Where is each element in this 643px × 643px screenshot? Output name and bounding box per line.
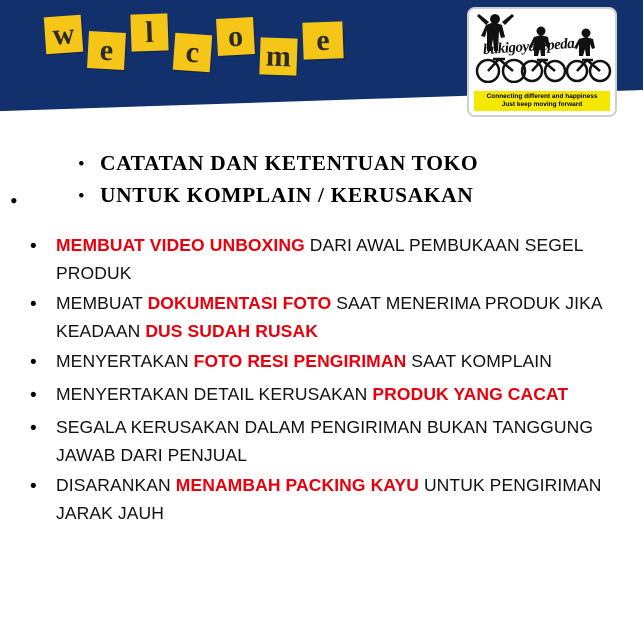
- highlighted-phrase: MENAMBAH PACKING KAYU: [175, 475, 419, 495]
- highlighted-phrase: DUS SUDAH RUSAK: [145, 320, 318, 341]
- bullet-icon: •: [30, 476, 37, 497]
- plain-phrase: UNTUK PENGIRIMAN JARAK JAUH: [56, 475, 602, 523]
- stray-bullet: •: [10, 188, 18, 213]
- welcome-tile: o: [216, 17, 255, 56]
- plain-phrase: DARI AWAL PEMBUKAAN SEGEL PRODUK: [56, 235, 583, 283]
- logo-tagline-line-1: Connecting different and happiness: [486, 93, 598, 100]
- list-item-text: [56, 472, 625, 527]
- welcome-word: [45, 10, 349, 74]
- header-banner: [0, 0, 643, 124]
- logo-script-text: bukigoyasepeda: [482, 35, 575, 59]
- plain-phrase: SAAT MENERIMA PRODUK JIKA KEADAAN: [56, 293, 602, 341]
- title-line-text: UNTUK KOMPLAIN / KERUSAKAN: [100, 183, 474, 207]
- list-item-text: [56, 381, 568, 409]
- list-item-text: [56, 414, 625, 469]
- list-item: [30, 290, 625, 345]
- bullet-icon: •: [30, 236, 37, 257]
- highlighted-phrase: MEMBUAT VIDEO UNBOXING: [56, 235, 305, 255]
- welcome-tile: l: [130, 13, 168, 51]
- welcome-tile: e: [302, 21, 343, 59]
- rules-list: [0, 232, 643, 527]
- page-title: [0, 150, 643, 213]
- title-line: [78, 182, 643, 210]
- list-item: [30, 472, 625, 527]
- list-item-text: [56, 290, 625, 345]
- highlighted-phrase: DOKUMENTASI FOTO: [147, 293, 332, 313]
- bullet-icon: •: [78, 154, 85, 175]
- bullet-icon: •: [78, 186, 85, 207]
- list-item: [30, 348, 625, 378]
- plain-phrase: MENYERTAKAN: [56, 351, 194, 371]
- list-item: [30, 381, 625, 411]
- highlighted-phrase: FOTO RESI PENGIRIMAN: [193, 351, 407, 371]
- plain-phrase: MENYERTAKAN DETAIL KERUSAKAN: [56, 384, 373, 404]
- list-item: [30, 232, 625, 287]
- store-logo: [467, 7, 617, 117]
- highlighted-phrase: PRODUK YANG CACAT: [372, 384, 569, 404]
- list-item-text: [56, 232, 625, 287]
- plain-phrase: DISARANKAN: [56, 475, 176, 495]
- logo-tagline-line-2: Just keep moving forward: [501, 101, 583, 108]
- bullet-icon: •: [30, 352, 37, 373]
- welcome-tile: c: [173, 33, 212, 72]
- list-item-text: [56, 348, 552, 376]
- plain-phrase: SEGALA KERUSAKAN DALAM PENGIRIMAN BUKAN TANGGUNG JAWAB DARI PENJUAL: [56, 417, 594, 465]
- welcome-tile: e: [87, 31, 126, 70]
- bullet-icon: •: [30, 418, 37, 439]
- title-line: [78, 150, 643, 178]
- plain-phrase: MEMBUAT: [56, 293, 148, 313]
- welcome-tile: m: [259, 37, 297, 75]
- welcome-tile: w: [44, 15, 83, 54]
- bullet-icon: •: [30, 385, 37, 406]
- plain-phrase: SAAT KOMPLAIN: [406, 351, 552, 371]
- bullet-icon: •: [30, 294, 37, 315]
- title-line-text: CATATAN DAN KETENTUAN TOKO: [100, 151, 479, 175]
- logo-tagline: [474, 91, 610, 111]
- list-item: [30, 414, 625, 469]
